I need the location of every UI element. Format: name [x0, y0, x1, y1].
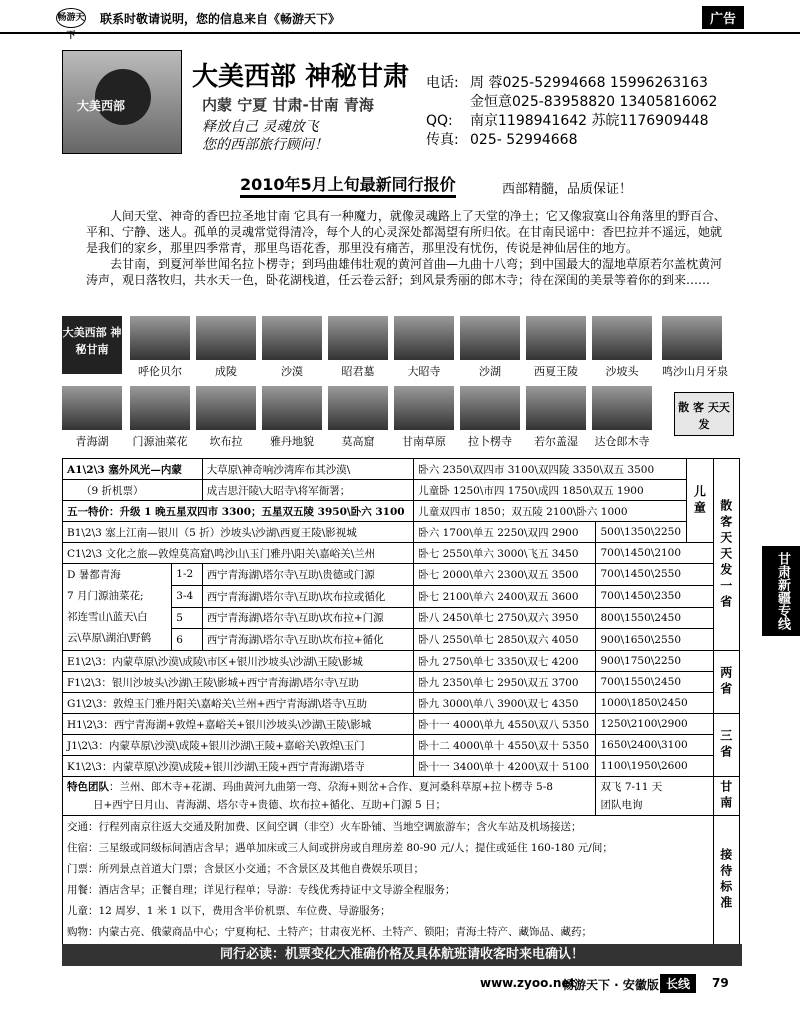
slogan-2: 您的西部旅行顾问！	[202, 137, 328, 153]
photo-item: 沙坡头	[592, 316, 652, 379]
table-row: A1\2\3 塞外风光—内蒙 大草原\神奇响沙湾库布其沙漠\ 卧六 2350\双四市 3100\双四陵 3350\双五 3500 儿童 散客天天发一省	[63, 459, 740, 480]
photo-item: 西夏王陵	[526, 316, 586, 379]
photo-item: 坎布拉	[196, 386, 256, 449]
photo-item: 大昭寺	[394, 316, 454, 379]
photo-item: 达仓郎木寺	[592, 386, 652, 449]
top-bar	[0, 0, 800, 41]
contact-row: 金恒意025-83958820 13405816062	[470, 94, 718, 110]
group-route: 特色团队：兰州、郎木寺+花湖、玛曲黄河九曲第一弯、尕海+则岔+合作、夏河桑科草原+拉卜楞寺 5-8 日+西宁日月山、青海湖、塔尔寺+贵德、坎布拉+循化、互助+门源 5 日；	[63, 777, 596, 816]
table-row: 5 西宁青海湖\塔尔寺\互助\坎布拉+门源 卧八 2450\单七 2750\双六 3950 800\1550\2450	[63, 607, 740, 629]
photo-item: 拉卜楞寺	[460, 386, 520, 449]
price-title: 2010年5月上旬最新同行报价	[240, 172, 456, 198]
table-row: 特色团队：兰州、郎木寺+花湖、玛曲黄河九曲第一弯、尕海+则岔+合作、夏河桑科草原+拉卜楞寺 5-8 日+西宁日月山、青海湖、塔尔寺+贵德、坎布拉+循化、互助+门源 5 日； 双飞 7-11 天 团队电询 甘南	[63, 777, 740, 816]
photo-item: 呼伦贝尔	[130, 316, 190, 379]
photo-tag: 大美西部 神秘甘南	[62, 316, 122, 374]
footer-site: www.zyoo.net	[480, 976, 576, 990]
bottom-notice: 同行必读：机票变化大准确价格及具体航班请收客时来电确认！	[62, 944, 742, 966]
contact-row: 传真: 025- 52994668	[426, 132, 578, 148]
ad-title: 大美西部 神秘甘肃	[192, 62, 410, 92]
table-row: G1\2\3：敦煌玉门雅丹阳关\嘉峪关\兰州+西宁青海湖\塔寺\互助 卧九 3000\单八 3900\双七 4350 1000\1850\2450	[63, 693, 740, 714]
daily-departure-tag: 散 客 天天发	[674, 392, 734, 436]
photo-item: 沙漠	[262, 316, 322, 379]
photo-item: 沙湖	[460, 316, 520, 379]
page-number: 79	[712, 976, 729, 990]
photo-item: 门源油菜花	[130, 386, 190, 449]
contact-note: 联系时敬请说明，您的信息来自《畅游天下》	[100, 12, 341, 26]
table-row: H1\2\3：西宁青海湖+敦煌+嘉峪关+银川沙坡头\沙湖\王陵\影城 卧十一 4000\单九 4550\双八 5350 1250\2100\2900 三省	[63, 714, 740, 735]
footer-line-tag: 长线	[660, 974, 696, 993]
page-footer	[0, 972, 800, 1002]
table-row: 五一特价：升级 1 晚五星双四市 3300；五星双五陵 3950\卧六 3100 儿童双四市 1850；双五陵 2100\卧六 1000	[63, 501, 740, 522]
photo-item: 鸣沙山月牙泉	[662, 316, 722, 379]
contact-info	[426, 74, 717, 150]
group-note: 双飞 7-11 天 团队电询	[596, 777, 713, 816]
brand-logo-text: 大美西部	[77, 99, 126, 113]
ad-header	[62, 50, 742, 160]
table-row: D 暑都青海 7 月门源油菜花; 祁连雪山\蓝天\白 云\草原\湖泊\野鹤 1-2 西宁青海湖\塔尔寺\互助\贵德或门源 卧七 2000\单六 2300\双五 3500 700\1450\2550	[63, 564, 740, 586]
table-row: B1\2\3 塞上江南—银川（5 折）沙坡头\沙湖\西夏王陵\影视城 卧六 1700\单五 2250\双四 2900 500\1350\2250	[63, 522, 740, 543]
slogan-1: 释放自己 灵魂放飞	[202, 119, 319, 135]
price-table	[62, 458, 740, 945]
photo-item: 昭君墓	[328, 316, 388, 379]
photo-item: 甘南草原	[394, 386, 454, 449]
table-row: J1\2\3：内蒙草原\沙漠\成陵+银川沙湖\王陵+嘉峪关\敦煌\玉门 卧十二 4000\单十 4550\双十 5350 1650\2400\3100	[63, 735, 740, 756]
table-row: 6 西宁青海湖\塔尔寺\互助\坎布拉+循化 卧八 2550\单七 2850\双六 4050 900\1650\2550	[63, 629, 740, 651]
table-row: F1\2\3：银川沙坡头\沙湖\王陵\影城+西宁青海湖\塔尔寺\互助 卧九 2350\单七 2950\双五 3700 700\1550\2450	[63, 672, 740, 693]
contact-row: QQ: 南京1198941642 苏皖1176909448	[426, 113, 709, 129]
intro-paragraph: 去甘南，到夏河举世闻名拉卜楞寺；到玛曲雄伟壮观的黄河首曲—九曲十八弯；到中国最大的湿地草原若尔盖枕黄河涛声，观日落牧归，共水天一色，卧花湖栈道，任云卷云舒；到风景秀丽的郎木寺；待在深闺的美景等着你的到来……	[86, 257, 723, 287]
photo-item: 莫高窟	[328, 386, 388, 449]
section-side-tab: 甘肃新疆专线	[762, 546, 800, 636]
table-row: （9 折机票） 成吉思汗陵\大昭寺\将军衙署； 儿童卧 1250\市四 1750\成四 1850\双五 1900	[63, 480, 740, 501]
intro-paragraph: 人间天堂、神奇的香巴拉圣地甘南 它具有一种魔力，就像灵魂路上了天堂的净土；它又像寂寞山谷角落里的野百合、平和、宁静、迷人。孤单的灵魂常觉得清冷，每个人的心灵深处都渴望有所归依。在甘南民谣中：香巴拉并不遥远，她就是我们的家乡，那里四季常青，那里鸟语花香，那里没有痛苦，那里没有忧伤，传说是神仙居住的地方。	[86, 209, 726, 255]
d-label: D 暑都青海 7 月门源油菜花; 祁连雪山\蓝天\白 云\草原\湖泊\野鹤	[63, 564, 172, 651]
table-row: 3-4 西宁青海湖\塔尔寺\互助\坎布拉或循化 卧七 2100\单六 2400\双五 3600 700\1450\2350	[63, 585, 740, 607]
table-row: K1\2\3：内蒙草原\沙漠\成陵+银川沙湖\王陵+西宁青海湖\塔寺 卧十一 3400\单十 4200\双十 5100 1100\1950\2600	[63, 756, 740, 777]
magazine-logo: 畅游天下	[56, 8, 86, 28]
intro-text	[86, 208, 726, 288]
photo-item: 青海湖	[62, 386, 122, 449]
photo-item: 成陵	[196, 316, 256, 379]
table-row: C1\2\3 文化之旅—敦煌莫高窟\鸣沙山\玉门雅丹\阳关\嘉峪关\兰州 卧七 2550\单六 3000\飞五 3450 700\1450\2100	[63, 543, 740, 564]
photo-item: 若尔盖湿	[526, 386, 586, 449]
standards: 交通：行程列南京往返大交通及附加费、区间空调（非空）火车卧铺、当地空调旅游车；含火车站及机场接送； 住宿：三星级或同级标间酒店含早；遇单加床或三人间或拼房或自理房差 80-90 元/人；提住或延住 160-180 元/间； 门票：所列景点首道大门票；含景区小交通；不含景区及其他自费娱乐项目； 用餐：酒店含早；正餐自理；详见行程单；导游：专线优秀持证中文导游全程服务； 儿童：12 周岁、1 米 1 以下，费用含半价机票、车位费、导游服务； 购物：内蒙古亮、俄蒙商品中心；宁夏枸杞、土特产；甘肃夜光杯、土特产、锁阳；青海土特产、藏饰品、藏药；	[63, 816, 714, 945]
table-row: E1\2\3：内蒙草原\沙漠\成陵\市区+银川沙坡头\沙湖\王陵\影城 卧九 2750\单七 3350\双七 4200 900\1750\2250 两省	[63, 651, 740, 672]
brand-logo-image	[62, 50, 182, 154]
photo-item: 雅丹地貌	[262, 386, 322, 449]
price-subtitle: 西部精髓，品质保证！	[502, 182, 633, 197]
contact-row: 电话: 周 蓉025-52994668 15996263163	[426, 75, 708, 91]
footer-magazine: 畅游天下 · 安徽版	[562, 978, 659, 992]
regions: 内蒙 宁夏 甘肃-甘南 青海	[202, 96, 374, 114]
ad-label: 广告	[702, 6, 744, 29]
table-row: 交通：行程列南京往返大交通及附加费、区间空调（非空）火车卧铺、当地空调旅游车；含火车站及机场接送； 住宿：三星级或同级标间酒店含早；遇单加床或三人间或拼房或自理房差 80-90 元/人；提住或延住 160-180 元/间； 门票：所列景点首道大门票；含景区小交通；不含景区及其他自费娱乐项目； 用餐：酒店含早；正餐自理；详见行程单；导游：专线优秀持证中文导游全程服务； 儿童：12 周岁、1 米 1 以下，费用含半价机票、车位费、导游服务； 购物：内蒙古亮、俄蒙商品中心；宁夏枸杞、土特产；甘肃夜光杯、土特产、锁阳；青海土特产、藏饰品、藏药； 接待标准	[63, 816, 740, 945]
photo-strip	[62, 316, 742, 450]
